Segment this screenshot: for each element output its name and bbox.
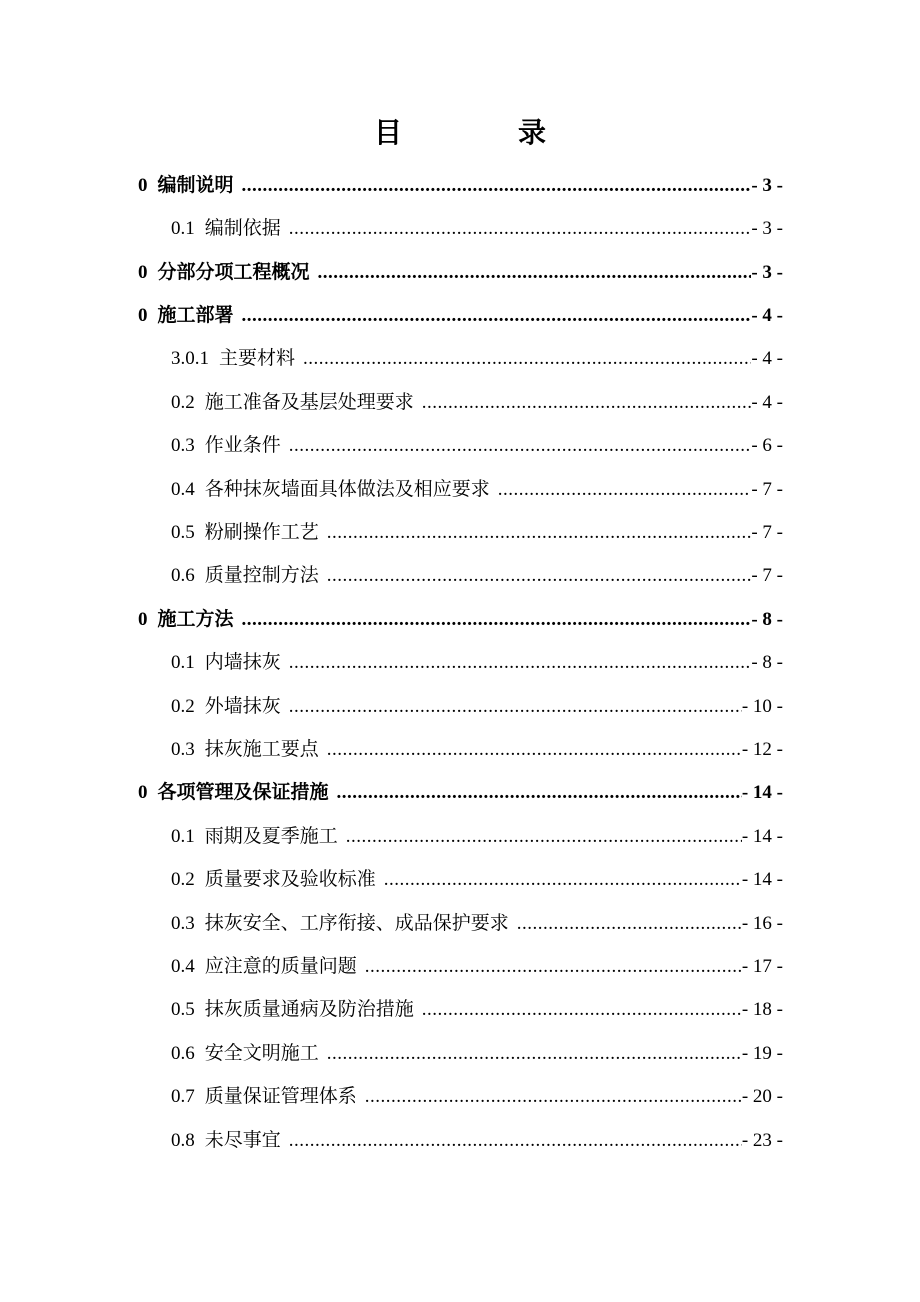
toc-number: 0.4 bbox=[171, 956, 195, 977]
toc-entry-14[interactable] bbox=[171, 736, 783, 764]
toc-number: 0.6 bbox=[171, 1043, 195, 1064]
toc-heading: 各种抹灰墙面具体做法及相应要求 bbox=[204, 479, 490, 500]
toc-leader-dots bbox=[422, 996, 742, 1024]
toc-entry-7[interactable] bbox=[171, 432, 783, 460]
toc-page-number: - 10 - bbox=[741, 696, 783, 717]
toc-leader-dots bbox=[318, 259, 752, 287]
toc-leader-dots bbox=[365, 953, 742, 981]
toc-leader-dots bbox=[327, 736, 742, 764]
toc-leader-dots bbox=[289, 432, 752, 460]
toc-page-number: - 16 - bbox=[741, 913, 783, 934]
toc-page-number: - 14 - bbox=[741, 782, 783, 803]
toc-entry-5[interactable] bbox=[171, 345, 783, 373]
toc-entry-2[interactable] bbox=[171, 215, 783, 243]
toc-leader-dots bbox=[346, 823, 742, 851]
toc-leader-dots bbox=[242, 606, 752, 634]
toc-heading: 安全文明施工 bbox=[204, 1043, 319, 1064]
toc-page-number: - 6 - bbox=[751, 435, 783, 456]
toc-heading: 编制依据 bbox=[204, 218, 281, 239]
toc-leader-dots bbox=[327, 562, 752, 590]
toc-entry-10[interactable] bbox=[171, 562, 783, 590]
toc-number: 0 bbox=[138, 305, 148, 326]
toc-heading: 施工方法 bbox=[157, 609, 234, 630]
toc-page-number: - 4 - bbox=[751, 305, 783, 326]
toc-page-number: - 20 - bbox=[741, 1086, 783, 1107]
toc-page-number: - 7 - bbox=[751, 522, 783, 543]
toc-page-number: - 18 - bbox=[741, 999, 783, 1020]
toc-leader-dots bbox=[242, 302, 752, 330]
toc-page-number: - 4 - bbox=[751, 348, 783, 369]
toc-leader-dots bbox=[384, 866, 742, 894]
toc-page-number: - 4 - bbox=[751, 392, 783, 413]
toc-number: 0.2 bbox=[171, 696, 195, 717]
toc-entry-15[interactable] bbox=[138, 779, 783, 807]
toc-heading: 作业条件 bbox=[204, 435, 281, 456]
toc-number: 0.3 bbox=[171, 739, 195, 760]
toc-page-number: - 23 - bbox=[741, 1130, 783, 1151]
toc-number: 0.1 bbox=[171, 218, 195, 239]
toc-heading: 应注意的质量问题 bbox=[204, 956, 357, 977]
toc-leader-dots bbox=[337, 779, 742, 807]
toc-page-number: - 7 - bbox=[751, 479, 783, 500]
toc-leader-dots bbox=[365, 1083, 742, 1111]
toc-number: 0.2 bbox=[171, 392, 195, 413]
toc-entry-19[interactable] bbox=[171, 953, 783, 981]
toc-entry-3[interactable] bbox=[138, 259, 783, 287]
toc-page-number: - 3 - bbox=[751, 262, 783, 283]
toc-number: 0.7 bbox=[171, 1086, 195, 1107]
toc-leader-dots bbox=[327, 1040, 742, 1068]
toc-heading: 主要材料 bbox=[219, 348, 296, 369]
toc-heading: 质量要求及验收标准 bbox=[204, 869, 376, 890]
toc-number: 0.8 bbox=[171, 1130, 195, 1151]
toc-heading: 分部分项工程概况 bbox=[157, 262, 310, 283]
toc-entry-18[interactable] bbox=[171, 910, 783, 938]
toc-heading: 施工部署 bbox=[157, 305, 234, 326]
toc-leader-dots bbox=[289, 693, 742, 721]
toc-page-number: - 7 - bbox=[751, 565, 783, 586]
toc-entry-13[interactable] bbox=[171, 693, 783, 721]
toc-leader-dots bbox=[327, 519, 752, 547]
toc-number: 0.1 bbox=[171, 826, 195, 847]
toc-number: 0.5 bbox=[171, 999, 195, 1020]
toc-title: 目 录 bbox=[373, 118, 590, 149]
toc-leader-dots bbox=[498, 476, 752, 504]
toc-number: 0.1 bbox=[171, 652, 195, 673]
toc-page-number: - 17 - bbox=[741, 956, 783, 977]
toc-entry-6[interactable] bbox=[171, 389, 783, 417]
toc-leader-dots bbox=[517, 910, 742, 938]
toc-heading: 各项管理及保证措施 bbox=[157, 782, 329, 803]
toc-page-number: - 14 - bbox=[741, 826, 783, 847]
toc-heading: 粉刷操作工艺 bbox=[204, 522, 319, 543]
toc-leader-dots bbox=[289, 1127, 742, 1155]
toc-entry-8[interactable] bbox=[171, 476, 783, 504]
toc-leader-dots bbox=[303, 345, 751, 373]
toc-leader-dots bbox=[289, 215, 752, 243]
toc-leader-dots bbox=[242, 172, 752, 200]
toc-entry-17[interactable] bbox=[171, 866, 783, 894]
toc-entry-20[interactable] bbox=[171, 996, 783, 1024]
toc-page-number: - 19 - bbox=[741, 1043, 783, 1064]
toc-number: 0.6 bbox=[171, 565, 195, 586]
toc-heading: 未尽事宜 bbox=[204, 1130, 281, 1151]
toc-leader-dots bbox=[422, 389, 752, 417]
toc-heading: 质量控制方法 bbox=[204, 565, 319, 586]
toc-entry-12[interactable] bbox=[171, 649, 783, 677]
toc-page-number: - 14 - bbox=[741, 869, 783, 890]
toc-page-number: - 3 - bbox=[751, 175, 783, 196]
toc-entry-9[interactable] bbox=[171, 519, 783, 547]
toc-entry-4[interactable] bbox=[138, 302, 783, 330]
toc-number: 0.5 bbox=[171, 522, 195, 543]
toc-entry-11[interactable] bbox=[138, 606, 783, 634]
toc-entry-1[interactable] bbox=[138, 172, 783, 200]
toc-heading: 外墙抹灰 bbox=[204, 696, 281, 717]
toc-number: 0 bbox=[138, 262, 148, 283]
toc-page-number: - 8 - bbox=[751, 652, 783, 673]
toc-heading: 雨期及夏季施工 bbox=[204, 826, 338, 847]
toc-page-number: - 8 - bbox=[751, 609, 783, 630]
toc-heading: 抹灰质量通病及防治措施 bbox=[204, 999, 414, 1020]
toc-heading: 抹灰安全、工序衔接、成品保护要求 bbox=[204, 913, 509, 934]
toc-heading: 施工准备及基层处理要求 bbox=[204, 392, 414, 413]
toc-number: 0 bbox=[138, 609, 148, 630]
toc-number: 0 bbox=[138, 782, 148, 803]
toc-heading: 质量保证管理体系 bbox=[204, 1086, 357, 1107]
toc-entry-16[interactable] bbox=[171, 823, 783, 851]
toc-entry-22[interactable] bbox=[171, 1083, 783, 1111]
toc-entry-23[interactable] bbox=[171, 1127, 783, 1155]
toc-number: 3.0.1 bbox=[171, 348, 209, 369]
toc-heading: 抹灰施工要点 bbox=[204, 739, 319, 760]
toc-leader-dots bbox=[289, 649, 752, 677]
toc-number: 0.2 bbox=[171, 869, 195, 890]
toc-page-number: - 3 - bbox=[751, 218, 783, 239]
toc-number: 0 bbox=[138, 175, 148, 196]
toc-page-number: - 12 - bbox=[741, 739, 783, 760]
toc-entry-21[interactable] bbox=[171, 1040, 783, 1068]
toc-number: 0.3 bbox=[171, 435, 195, 456]
toc-heading: 编制说明 bbox=[157, 175, 234, 196]
toc-number: 0.3 bbox=[171, 913, 195, 934]
toc-number: 0.4 bbox=[171, 479, 195, 500]
toc-heading: 内墙抹灰 bbox=[204, 652, 281, 673]
